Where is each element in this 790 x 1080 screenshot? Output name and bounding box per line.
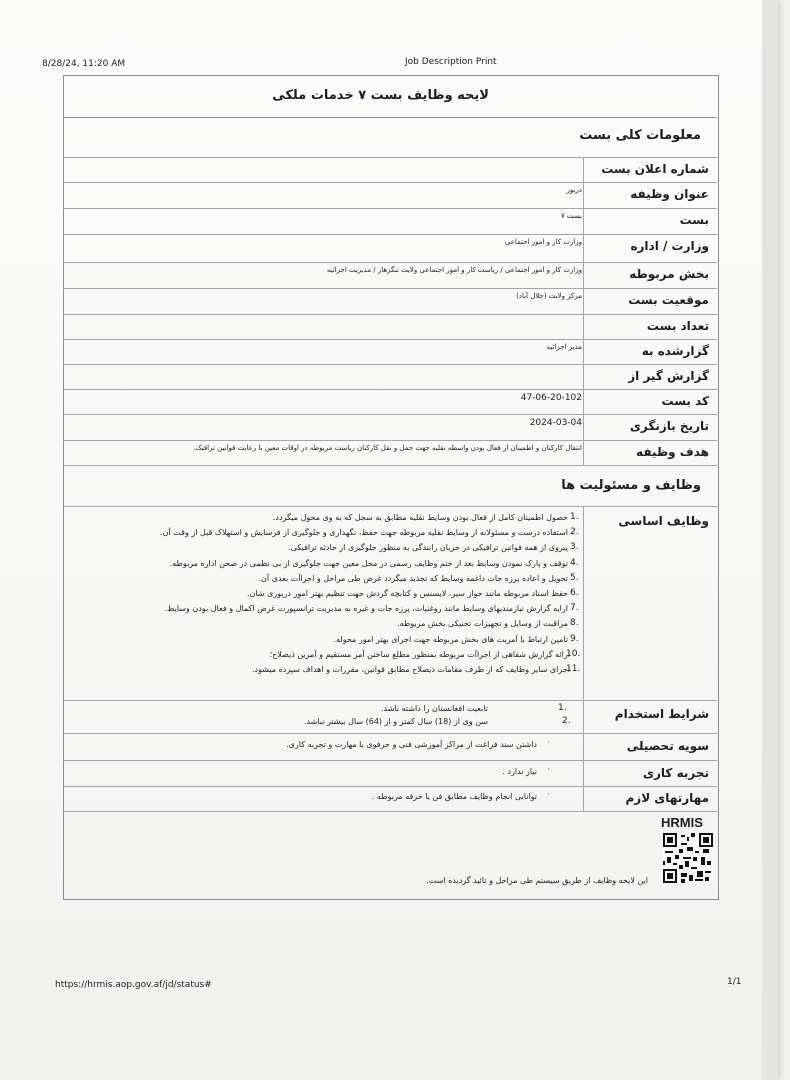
duty-number: 7.: [570, 603, 579, 614]
education-bullet: ·: [547, 738, 550, 747]
duty-number: 1.: [570, 512, 579, 522]
duty-item: تحویل و اعاده پرزه جات داغمه وسایط که تجدید میگردد غرض طی مراحل و اجراآت بعدی آن.: [258, 573, 568, 583]
field-label: هدف وظیفه: [636, 445, 709, 459]
duty-number: 11.: [566, 664, 581, 674]
education-label: سویه تحصیلی: [626, 739, 709, 753]
field-row: [63, 389, 717, 415]
duty-item: پیروی از همه قوانین ترافیکی در جریان رانندگی به منظور جلوگیری از حادثه ترافیکی.: [288, 543, 568, 553]
field-value: بست ۷: [560, 212, 582, 220]
field-row: [63, 262, 717, 289]
duty-item: اجرای سایر وظایف که از طرف مقامات ذیصلاح مطابق قوانین، مقررات و اهداف سپرده میشود.: [252, 665, 570, 674]
field-row: [63, 157, 717, 183]
experience-bullet: ·: [547, 765, 550, 774]
duty-number: 4.: [570, 557, 579, 568]
duty-item: تامین ارتباط با آمریت های بخش مربوطه جهت اجرای بهتر امور محوله.: [333, 634, 568, 644]
duty-number: 8.: [570, 618, 579, 629]
field-label: شماره اعلان بست: [601, 162, 709, 176]
duty-number: 5.: [570, 572, 579, 583]
field-value: وزارت کار و امور اجتماعی / ریاست کار و امور اجتماعی ولایت ننگرهار / مدیریت اجرائیه: [326, 266, 582, 274]
field-value: مدیر اجرائیه: [546, 343, 582, 351]
field-row: [63, 234, 717, 263]
duty-item: حفظ اسناد مربوطه مانند جواز سیر، لایسنس و کتابچه گردش جهت تنظیم بهتر امور دریوری شان.: [246, 589, 568, 598]
field-label: تاریخ بازنگری: [629, 419, 709, 433]
field-value: 47-06-20-102: [520, 393, 582, 403]
duties-label: وظایف اساسی: [618, 514, 709, 528]
field-label: بست: [679, 213, 709, 227]
field-row: [63, 339, 717, 365]
hrmis-logo-text: HRMIS: [661, 815, 703, 830]
employment-item: سن وی از (18) سال کمتر و از (64) سال بیشتر نباشد.: [303, 717, 488, 726]
field-value: وزارت کار و امور اجتماعی: [504, 238, 582, 246]
duty-number: 2.: [570, 527, 579, 538]
field-row: [63, 314, 717, 340]
skills-bullet: ·: [547, 790, 550, 799]
employment-label: شرایط استخدام: [614, 707, 709, 721]
experience-text: نیاز ندارد .: [502, 767, 537, 776]
field-row: [63, 414, 717, 441]
education-row: [63, 733, 717, 761]
section-general-title: معلومات کلی بست: [579, 128, 701, 143]
employment-number: 2.: [562, 716, 571, 726]
print-datetime: 8/28/24, 11:20 AM: [42, 59, 126, 69]
field-row: [63, 182, 717, 209]
field-value: مرکز ولایت (جلال آباد): [516, 292, 582, 300]
field-value: انتقال کارکنان و اطمینان از فعال بودن واسطه نقلیه جهت حمل و نقل کارکنان ریاست مربوطه در اوقات معین با رعایت قوانین ترافیک.: [193, 444, 582, 452]
duty-item: استفاده درست و مسئولانه از وسایط نقلیه مربوطه جهت حفظ، نگهداری و جلوگیری از فرسایش و استهلاک قبل از وقت آن.: [160, 528, 568, 538]
duty-number: 6.: [570, 588, 579, 598]
skills-text: توانایی انجام وظایف مطابق فن یا حرفه مربوطه .: [371, 792, 537, 801]
footer-page-number: 1/1: [727, 977, 742, 987]
field-label: کد بست: [661, 394, 709, 408]
employment-number: 1.: [558, 703, 567, 713]
qr-code-icon: [663, 833, 713, 883]
field-row: [63, 440, 717, 466]
page-edge: [762, 0, 778, 1080]
field-value: دریور: [566, 186, 582, 194]
field-row: [63, 364, 717, 390]
main-title: لایحه وظایف بست ۷ خدمات ملکی: [272, 88, 489, 103]
field-label: گزارشده به: [641, 344, 709, 358]
field-label: عنوان وظیفه: [630, 187, 709, 201]
employment-item: تابعیت افغانستان را داشته باشد.: [380, 704, 488, 713]
field-row: [63, 208, 717, 235]
experience-label: تجربه کاری: [643, 766, 709, 780]
title-row: [63, 75, 717, 118]
duty-number: 10.: [566, 648, 581, 659]
footer-url: https://hrmis.aop.gov.af/jd/status#: [55, 980, 212, 990]
skills-label: مهارتهای لازم: [625, 791, 709, 805]
duty-item: توقف و پارک نمودن وسایط بعد از ختم وظایف رسمی در محل معین جهت جلوگیری از بی نظمی در صحن اداره مربوطه.: [169, 558, 568, 568]
field-value: 2024-03-04: [529, 418, 582, 428]
print-doc-title: Job Description Print: [405, 57, 497, 67]
duty-number: 9.: [570, 633, 579, 644]
field-label: تعداد بست: [646, 319, 709, 333]
field-label: موقعیت بست: [628, 293, 709, 307]
field-row: [63, 288, 717, 315]
education-text: داشتن سند فراغت از مراکز آموزشی فنی و حرفوی یا مهارت و تجربه کاری.: [286, 740, 537, 749]
section-duties-title: وظایف و مسئولیت ها: [561, 478, 701, 493]
field-label: بخش مربوطه: [629, 267, 709, 281]
duty-item: حصول اطمینان کامل از فعال بودن وسایط نقلیه مطابق به سجل که به وی محول میگردد.: [272, 513, 568, 522]
field-label: وزارت / اداره: [630, 239, 709, 253]
duty-item: ارائه گزارش شفاهی از اجراآت مربوطه بمنظور مطلع ساختن آمر مستقیم و آمرین ذیصلاح؛: [269, 649, 570, 659]
approval-note: این لایحه وظایف از طریق سیستم طی مراحل و تائید گردیده است.: [426, 876, 648, 885]
experience-row: [63, 760, 717, 787]
duty-item: ارایه گزارش نیازمندیهای وسایط مانند روغنیات، پرزه جات و غیره به مدیریت ترانسپورت غرض اکمال و فعال بودن وسایط.: [164, 604, 568, 614]
field-label: گزارش گیر از: [628, 369, 709, 383]
duty-item: مراقبت از وسایل و تجهیزات تخنیکی بخش مربوطه.: [397, 619, 568, 629]
duty-number: 3.: [570, 542, 579, 553]
skills-row: [63, 786, 717, 812]
